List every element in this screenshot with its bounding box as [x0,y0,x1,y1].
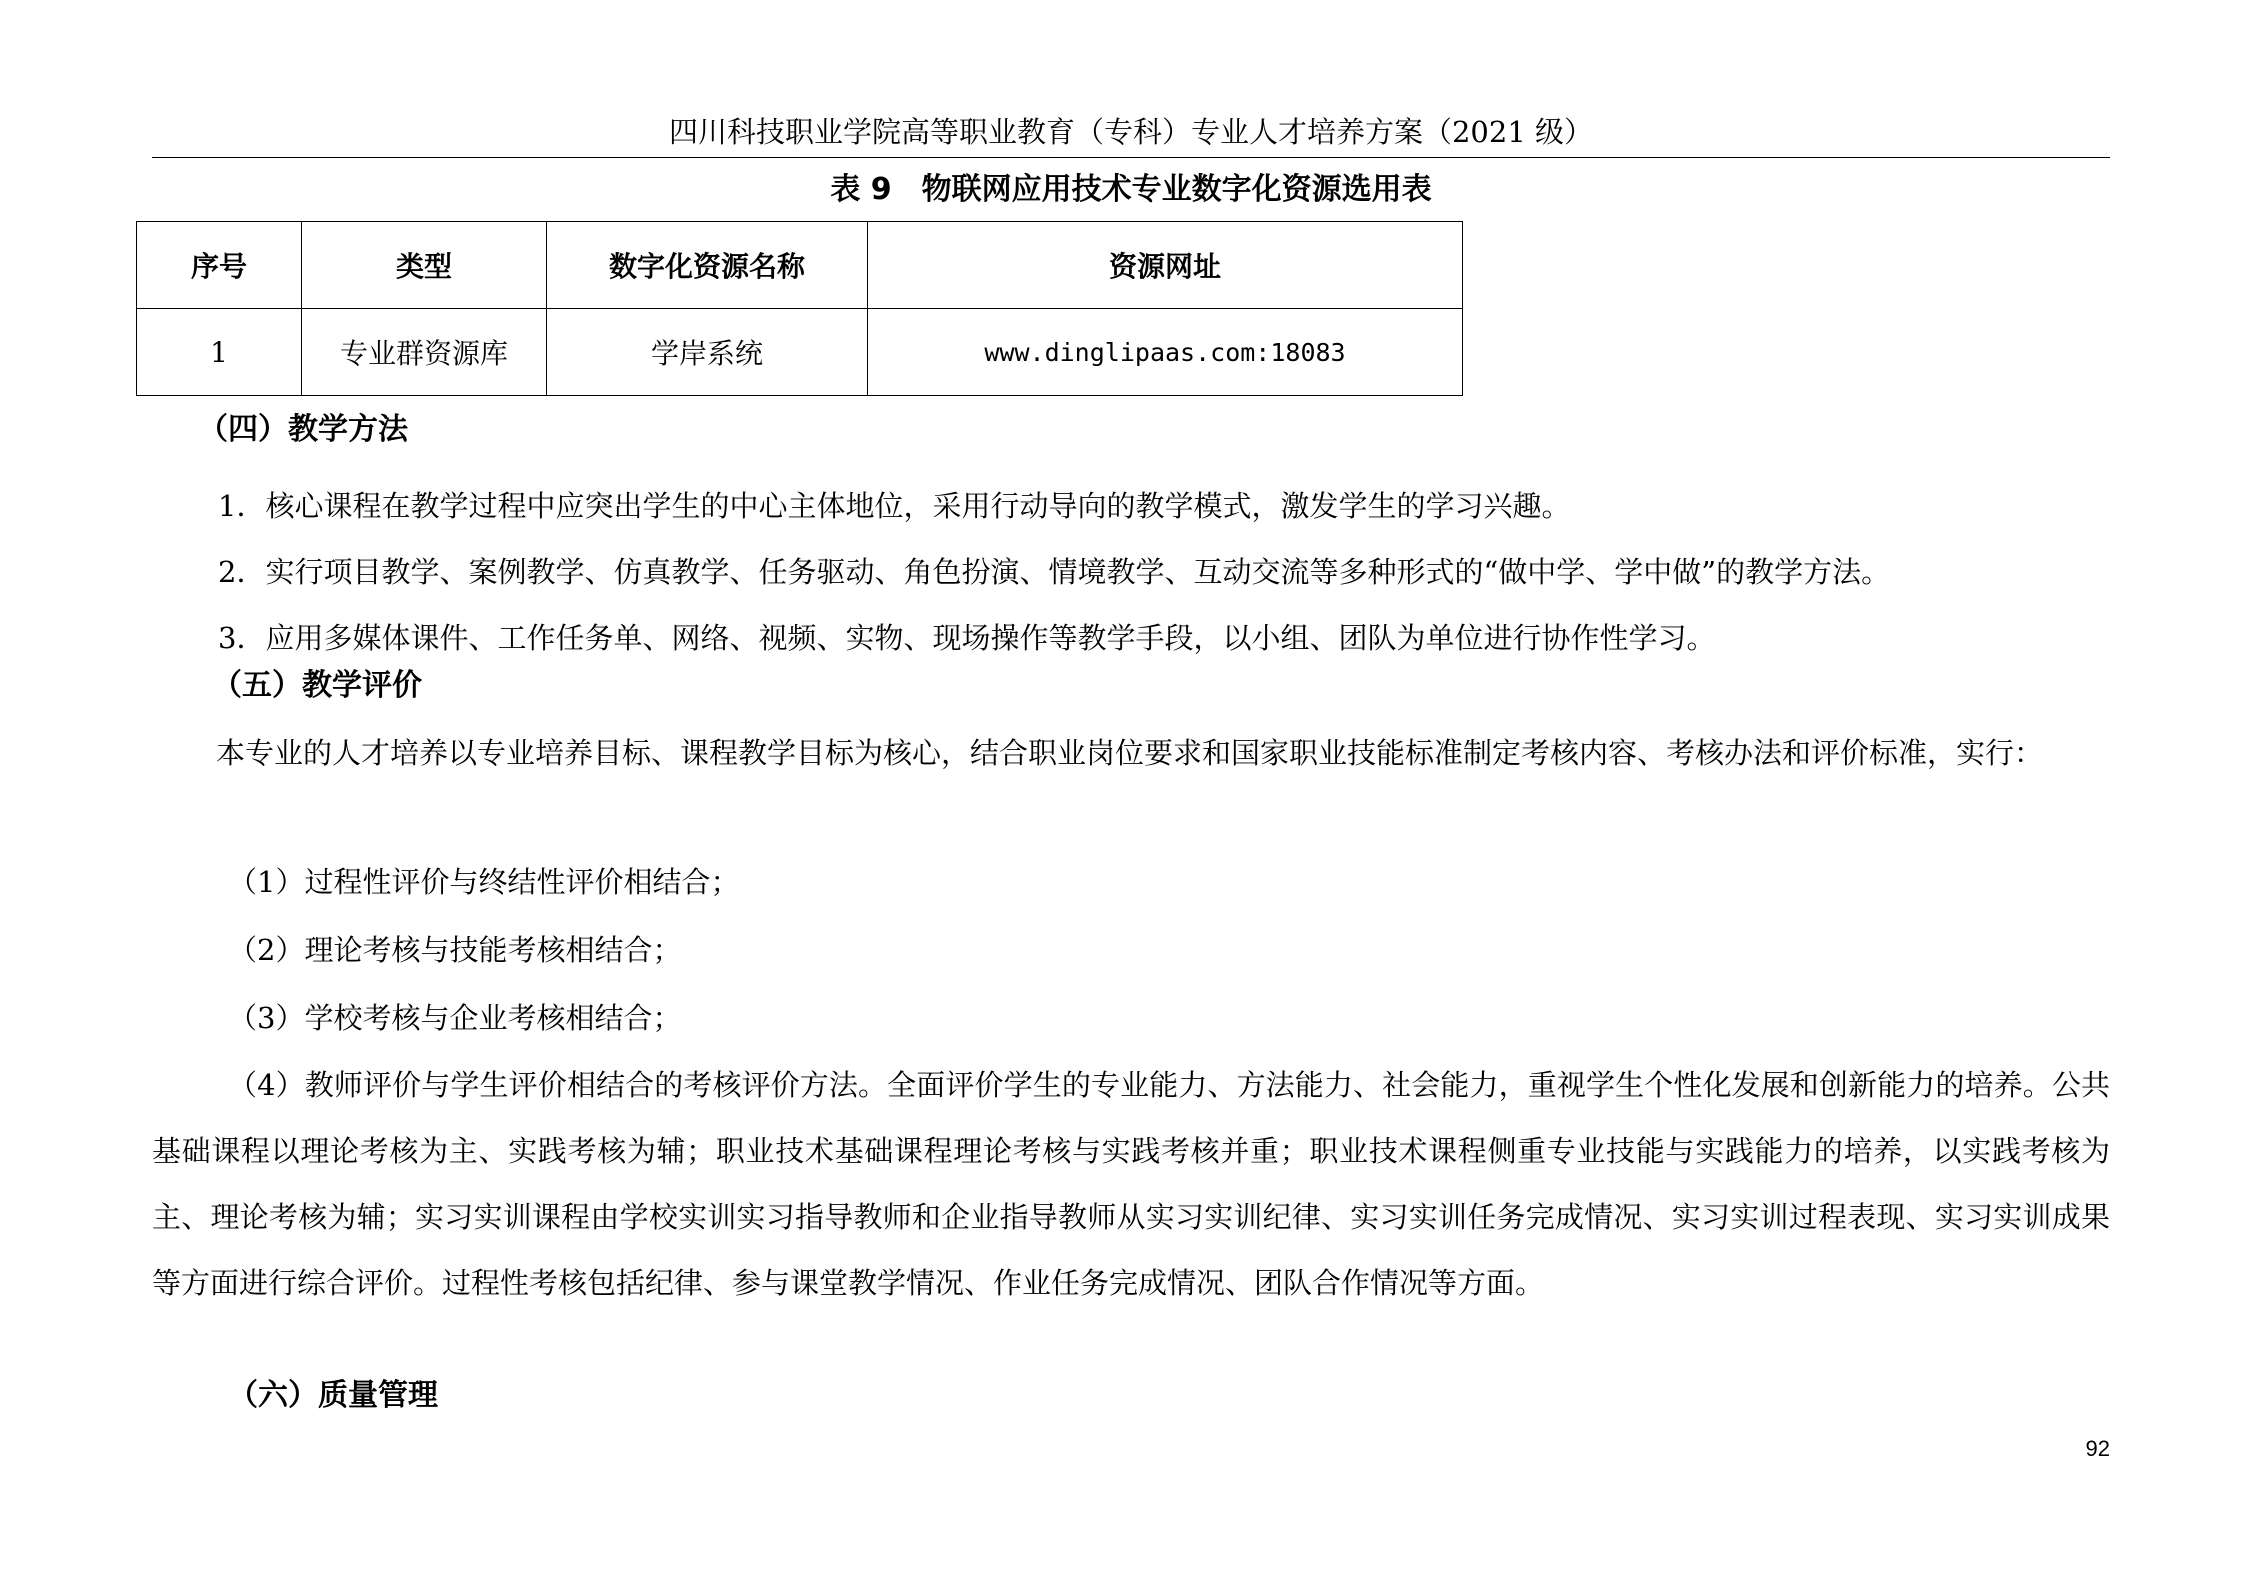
cell-type: 专业群资源库 [302,309,547,396]
header-cell-number: 序号 [137,222,302,309]
header-cell-resource-name: 数字化资源名称 [547,222,868,309]
header-cell-type: 类型 [302,222,547,309]
evaluation-item-4: （4）教师评价与学生评价相结合的考核评价方法。全面评价学生的专业能力、方法能力、社会能力，重视学生个性化发展和创新能力的培养。公共基础课程以理论考核为主、实践考核为辅；职业技术基础课程理论考核与实践考核并重；职业技术课程侧重专业技能与实践能力的培养，以实践考核为主、理论考核为辅；实习实训课程由学校实训实习指导教师和企业指导教师从实习实训纪律、实习实训任务完成情况、实习实训过程表现、实习实训成果等方面进行综合评价。过程性考核包括纪律、参与课堂教学情况、作业任务完成情况、团队合作情况等方面。 [152,1068,2110,1300]
method-item-1: 1．核心课程在教学过程中应突出学生的中心主体地位，采用行动导向的教学模式，激发学生的学习兴趣。 [218,489,1571,523]
method-item-2: 2．实行项目教学、案例教学、仿真教学、任务驱动、角色扮演、情境教学、互动交流等多种形式的“做中学、学中做”的教学方法。 [218,555,1891,589]
header-divider [152,157,2110,158]
resource-table [136,221,1463,396]
cell-resource-url: www.dinglipaas.com:18083 [868,309,1463,396]
evaluation-intro-paragraph: 本专业的人才培养以专业培养目标、课程教学目标为核心，结合职业岗位要求和国家职业技能标准制定考核内容、考核办法和评价标准，实行： [216,736,2044,770]
table-title: 表 9 物联网应用技术专业数字化资源选用表 [830,172,1432,207]
section-heading-quality-management: （六）质量管理 [228,1378,438,1413]
section-heading-teaching-evaluation: （五）教学评价 [212,668,422,703]
section-heading-teaching-methods: （四）教学方法 [198,412,408,447]
evaluation-item-1: （1）过程性评价与终结性评价相结合； [228,865,740,899]
page-header: 四川科技职业学院高等职业教育（专科）专业人才培养方案（2021 级） [668,115,1594,149]
method-item-3: 3．应用多媒体课件、工作任务单、网络、视频、实物、现场操作等教学手段，以小组、团队为单位进行协作性学习。 [218,621,1716,655]
cell-resource-name: 学岸系统 [547,309,868,396]
evaluation-item-2: （2）理论考核与技能考核相结合； [228,933,682,967]
table-row [137,309,1463,396]
evaluation-item-3: （3）学校考核与企业考核相结合； [228,1001,682,1035]
page-number: 92 [2085,1436,2110,1461]
cell-number: 1 [137,309,302,396]
header-cell-resource-url: 资源网址 [868,222,1463,309]
table-header-row [137,222,1463,309]
